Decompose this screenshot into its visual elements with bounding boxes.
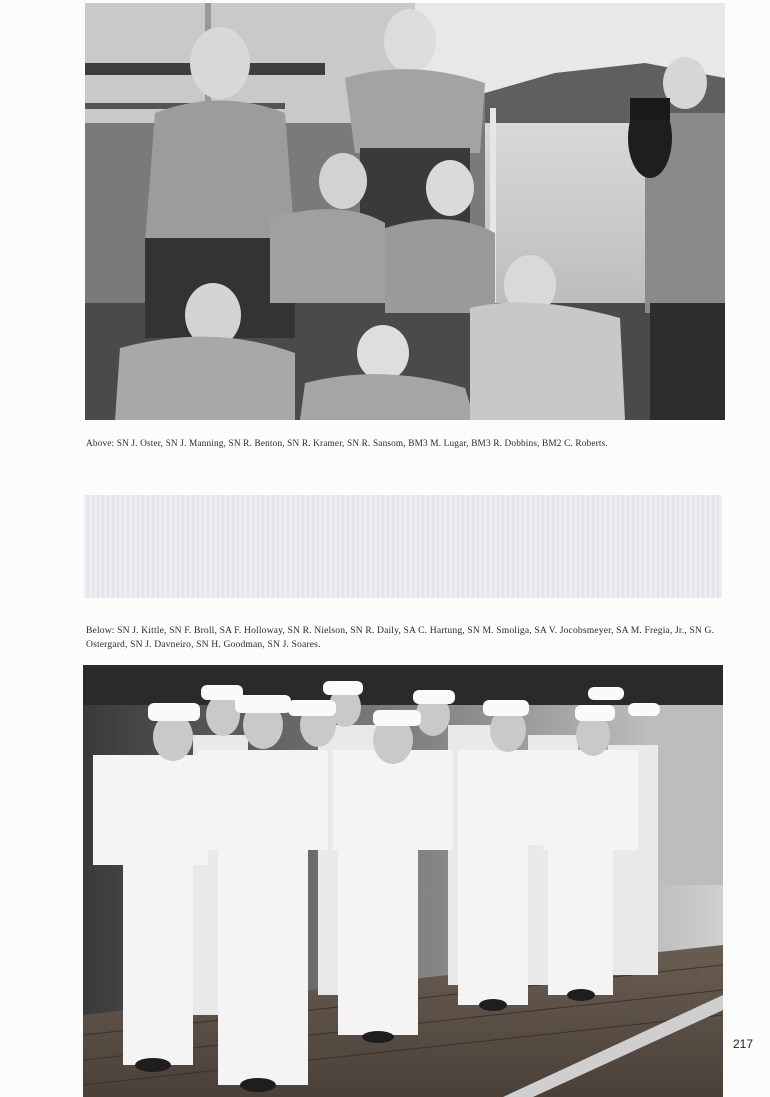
top-group-photo — [85, 3, 725, 420]
top-photo-drawing — [85, 3, 725, 420]
bottom-photo-caption: Below: SN J. Kittle, SN F. Broll, SA F. Holloway, SN R. Nielson, SN R. Daily, SA C. Hartung, SN M. Smoliga, SA V. Jocobsmeyer, SA M. Fregia, Jr., SN G. Ostergard, SN J. Davneiro, SN H. Goodman, SN J. Soares. — [86, 625, 715, 650]
top-photo-caption: Above: SN J. Oster, SN J. Manning, SN R. Benton, SN R. Kramer, SN R. Sansom, BM3 M. Lugar, BM3 R. Dobbins, BM2 C. Roberts. — [86, 439, 608, 449]
bottom-group-photo — [83, 665, 723, 1097]
bottom-photo-drawing — [83, 665, 723, 1097]
blank-photo-area — [84, 495, 722, 598]
page-number: 217 — [732, 1037, 753, 1051]
